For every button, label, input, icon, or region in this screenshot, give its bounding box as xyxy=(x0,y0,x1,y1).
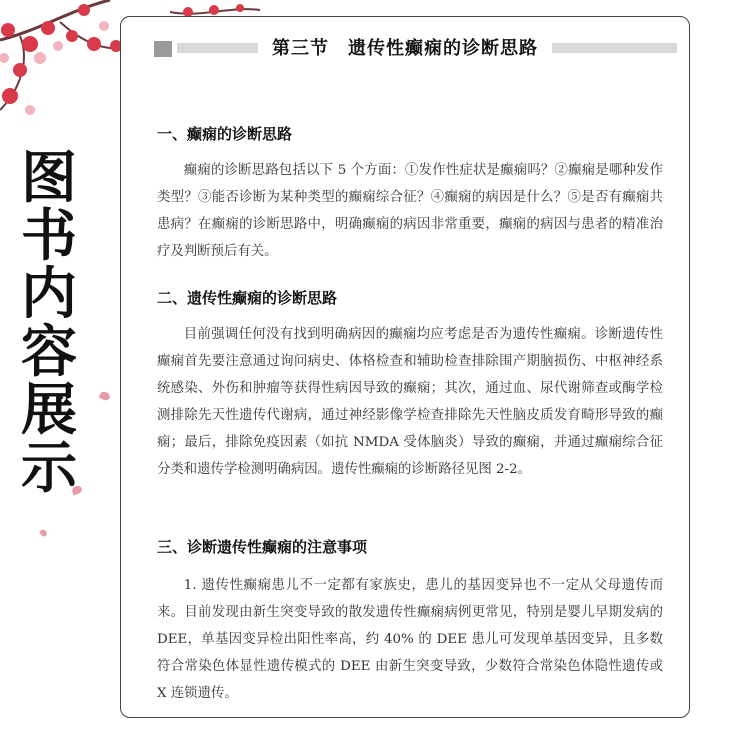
side-title-char: 内 xyxy=(21,262,77,327)
section-text: 1. 遗传性癫痫患儿不一定都有家族史，患儿的基因变异也不一定从父母遗传而来。目前发现由新生突变导致的散发遗传性癫痫病例更常见，特别是婴儿早期发病的 DEE，单基因变异检出阳性率高，约 40% 的 DEE 患儿可发现单基因变异，且多数符合常染色体显性遗传模式的 DEE 由新生突变导致，少数符合常染色体隐性遗传或 X 连锁遗传。 xyxy=(157,578,663,701)
section-heading: 一、癫痫的诊断思路 xyxy=(157,125,293,143)
page-card xyxy=(120,16,690,718)
page-header xyxy=(121,35,689,65)
petal-decoration xyxy=(39,528,48,537)
page-title: 第三节 遗传性癫痫的诊断思路 xyxy=(258,35,552,63)
side-title-char: 示 xyxy=(21,436,77,501)
petal-decoration xyxy=(99,390,112,402)
side-title-char: 书 xyxy=(21,204,77,269)
section-heading: 三、诊断遗传性癫痫的注意事项 xyxy=(157,538,368,556)
section-text: 目前强调任何没有找到明确病因的癫痫均应考虑是否为遗传性癫痫。诊断遗传性癫痫首先要注意通过询问病史、体格检查和辅助检查排除围产期脑损伤、中枢神经系统感染、外伤和肿瘤等获得性病因导致的癫痫；其次，通过血、尿代谢筛查或酶学检测排除先天性遗传代谢病，通过神经影像学检查排除先天性脑皮质发育畸形导致的癫痫；最后，排除免疫因素（如抗 NMDA 受体脑炎）导致的癫痫，并通过癫痫综合征分类和遗传学检测明确病因。遗传性癫痫的诊断路径见图 2-2。 xyxy=(157,327,663,477)
side-title xyxy=(18,146,80,501)
side-title-char: 容 xyxy=(21,320,77,385)
section-heading: 二、遗传性癫痫的诊断思路 xyxy=(157,289,338,307)
section-text: 癫痫的诊断思路包括以下 5 个方面：①发作性症状是癫痫吗？②癫痫是哪种发作类型？③能否诊断为某种类型的癫痫综合征？④癫痫的病因是什么？⑤是否有癫痫共患病？在癫痫的诊断思路中，明确癫痫的病因非常重要，癫痫的病因与患者的精准治疗及判断预后有关。 xyxy=(157,163,663,259)
side-title-char: 展 xyxy=(21,378,77,443)
side-title-char: 图 xyxy=(21,146,77,211)
